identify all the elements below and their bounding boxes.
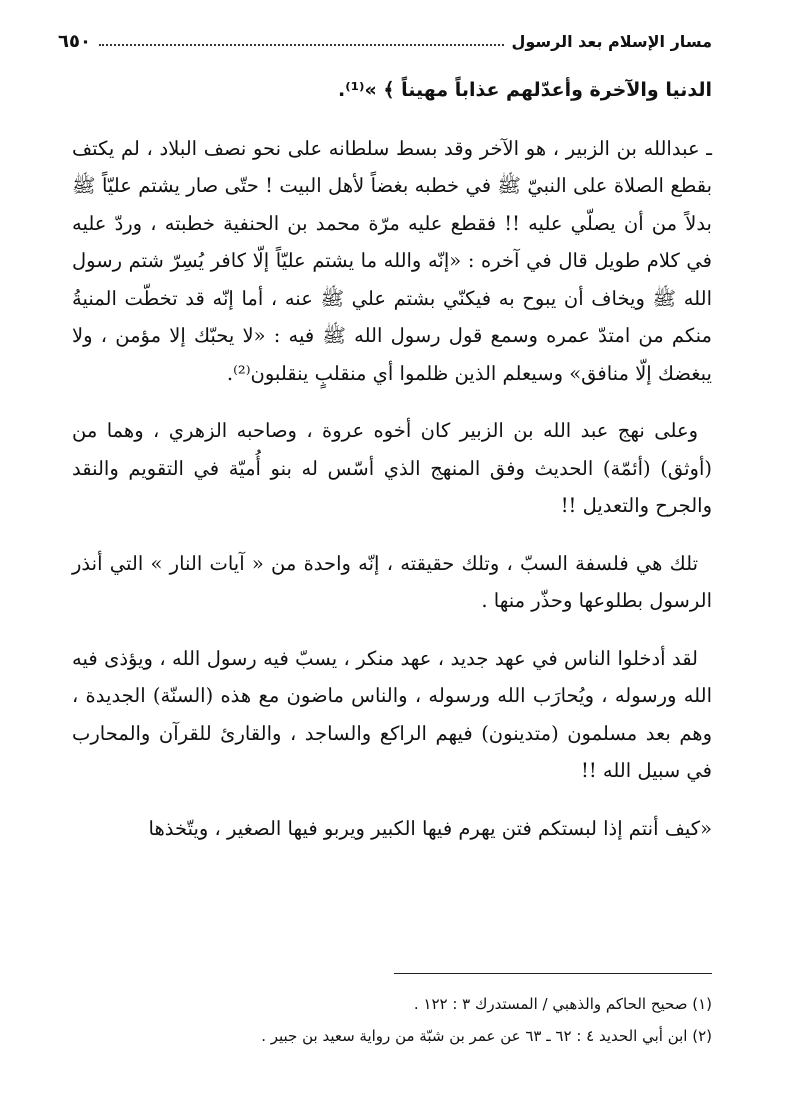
footnote-divider (394, 973, 712, 974)
paragraph-new-era: لقد أدخلوا الناس في عهد جديد ، عهد منكر ، يسبّ فيه رسول الله ، ويؤذى فيه الله ورسوله ، ويُحارَب الله ورسوله ، والناس ماضون مع هذه (السنّة) الجديدة ، وهم بعد مسلمون (متدينون) فيهم الراكع والساجد ، والقارئ للقرآن والمحارب في سبيل الله !! (72, 646, 712, 782)
page-number: ٦٥٠ (58, 30, 91, 52)
header-title: مسار الإسلام بعد الرسول (511, 31, 712, 51)
footnote-1: (١) صحيح الحاكم والذهبي / المستدرك ٣ : ١٢٢ . (413, 995, 712, 1013)
footnote-2: (٢) ابن أبي الحديد ٤ : ٦٢ ـ ٦٣ عن عمر بن شبّة من رواية سعيد بن جبير . (261, 1027, 712, 1045)
footnotes (72, 988, 712, 1052)
running-header (58, 26, 712, 56)
paragraph-continuation: الدنيا والآخرة وأعدّلهم عذاباً مهيناً ﴾ »⁽¹⁾. (338, 79, 712, 101)
paragraph-ibn-zubair: ـ عبدالله بن الزبير ، هو الآخر وقد بسط سلطانه على نحو نصف البلاد ، لم يكتف بقطع الصلاة على النبيّ ﷺ في خطبه بغضاً لأهل البيت ! حتّى صار يشتم عليّاً ﷺ بدلاً من أن يصلّي عليه !! فقطع عليه مرّة محمد بن الحنفية خطبته ، وردّ عليه في كلام طويل قال في آخره : «إنّه والله ما يشتم عليّاً إلّا كافر يُسِرّ شتم رسول الله ﷺ ويخاف أن يبوح به فيكنّي بشتم علي ﷺ عنه ، أما إنّه قد تخطّت المنيةُ منكم من امتدّ عمره وسمع قول رسول الله ﷺ فيه : «لا يحبّك إلا مؤمن ، ولا يبغضك إلّا منافق» وسيعلم الذين ظلموا أي منقلبٍ ينقلبون⁽²⁾. (72, 136, 712, 385)
main-text (72, 72, 712, 847)
paragraph-philosophy: تلك هي فلسفة السبّ ، وتلك حقيقته ، إنّه واحدة من « آيات النار » التي أنذر الرسول بطلوعها وحذّر منها . (72, 551, 712, 612)
paragraph-urwa-zuhri: وعلى نهج عبد الله بن الزبير كان أخوه عروة ، وصاحبه الزهري ، وهما من (أوثق) (أئمّة) الحديث وفق المنهج الذي أسّس له بنو أُميّة في التقويم والنقد والجرح والتعديل !! (72, 419, 712, 517)
header-leader-dots (99, 36, 504, 46)
paragraph-quote-start: «كيف أنتم إذا لبستكم فتن يهرم فيها الكبير ويربو فيها الصغير ، ويتّخذها (148, 816, 712, 840)
